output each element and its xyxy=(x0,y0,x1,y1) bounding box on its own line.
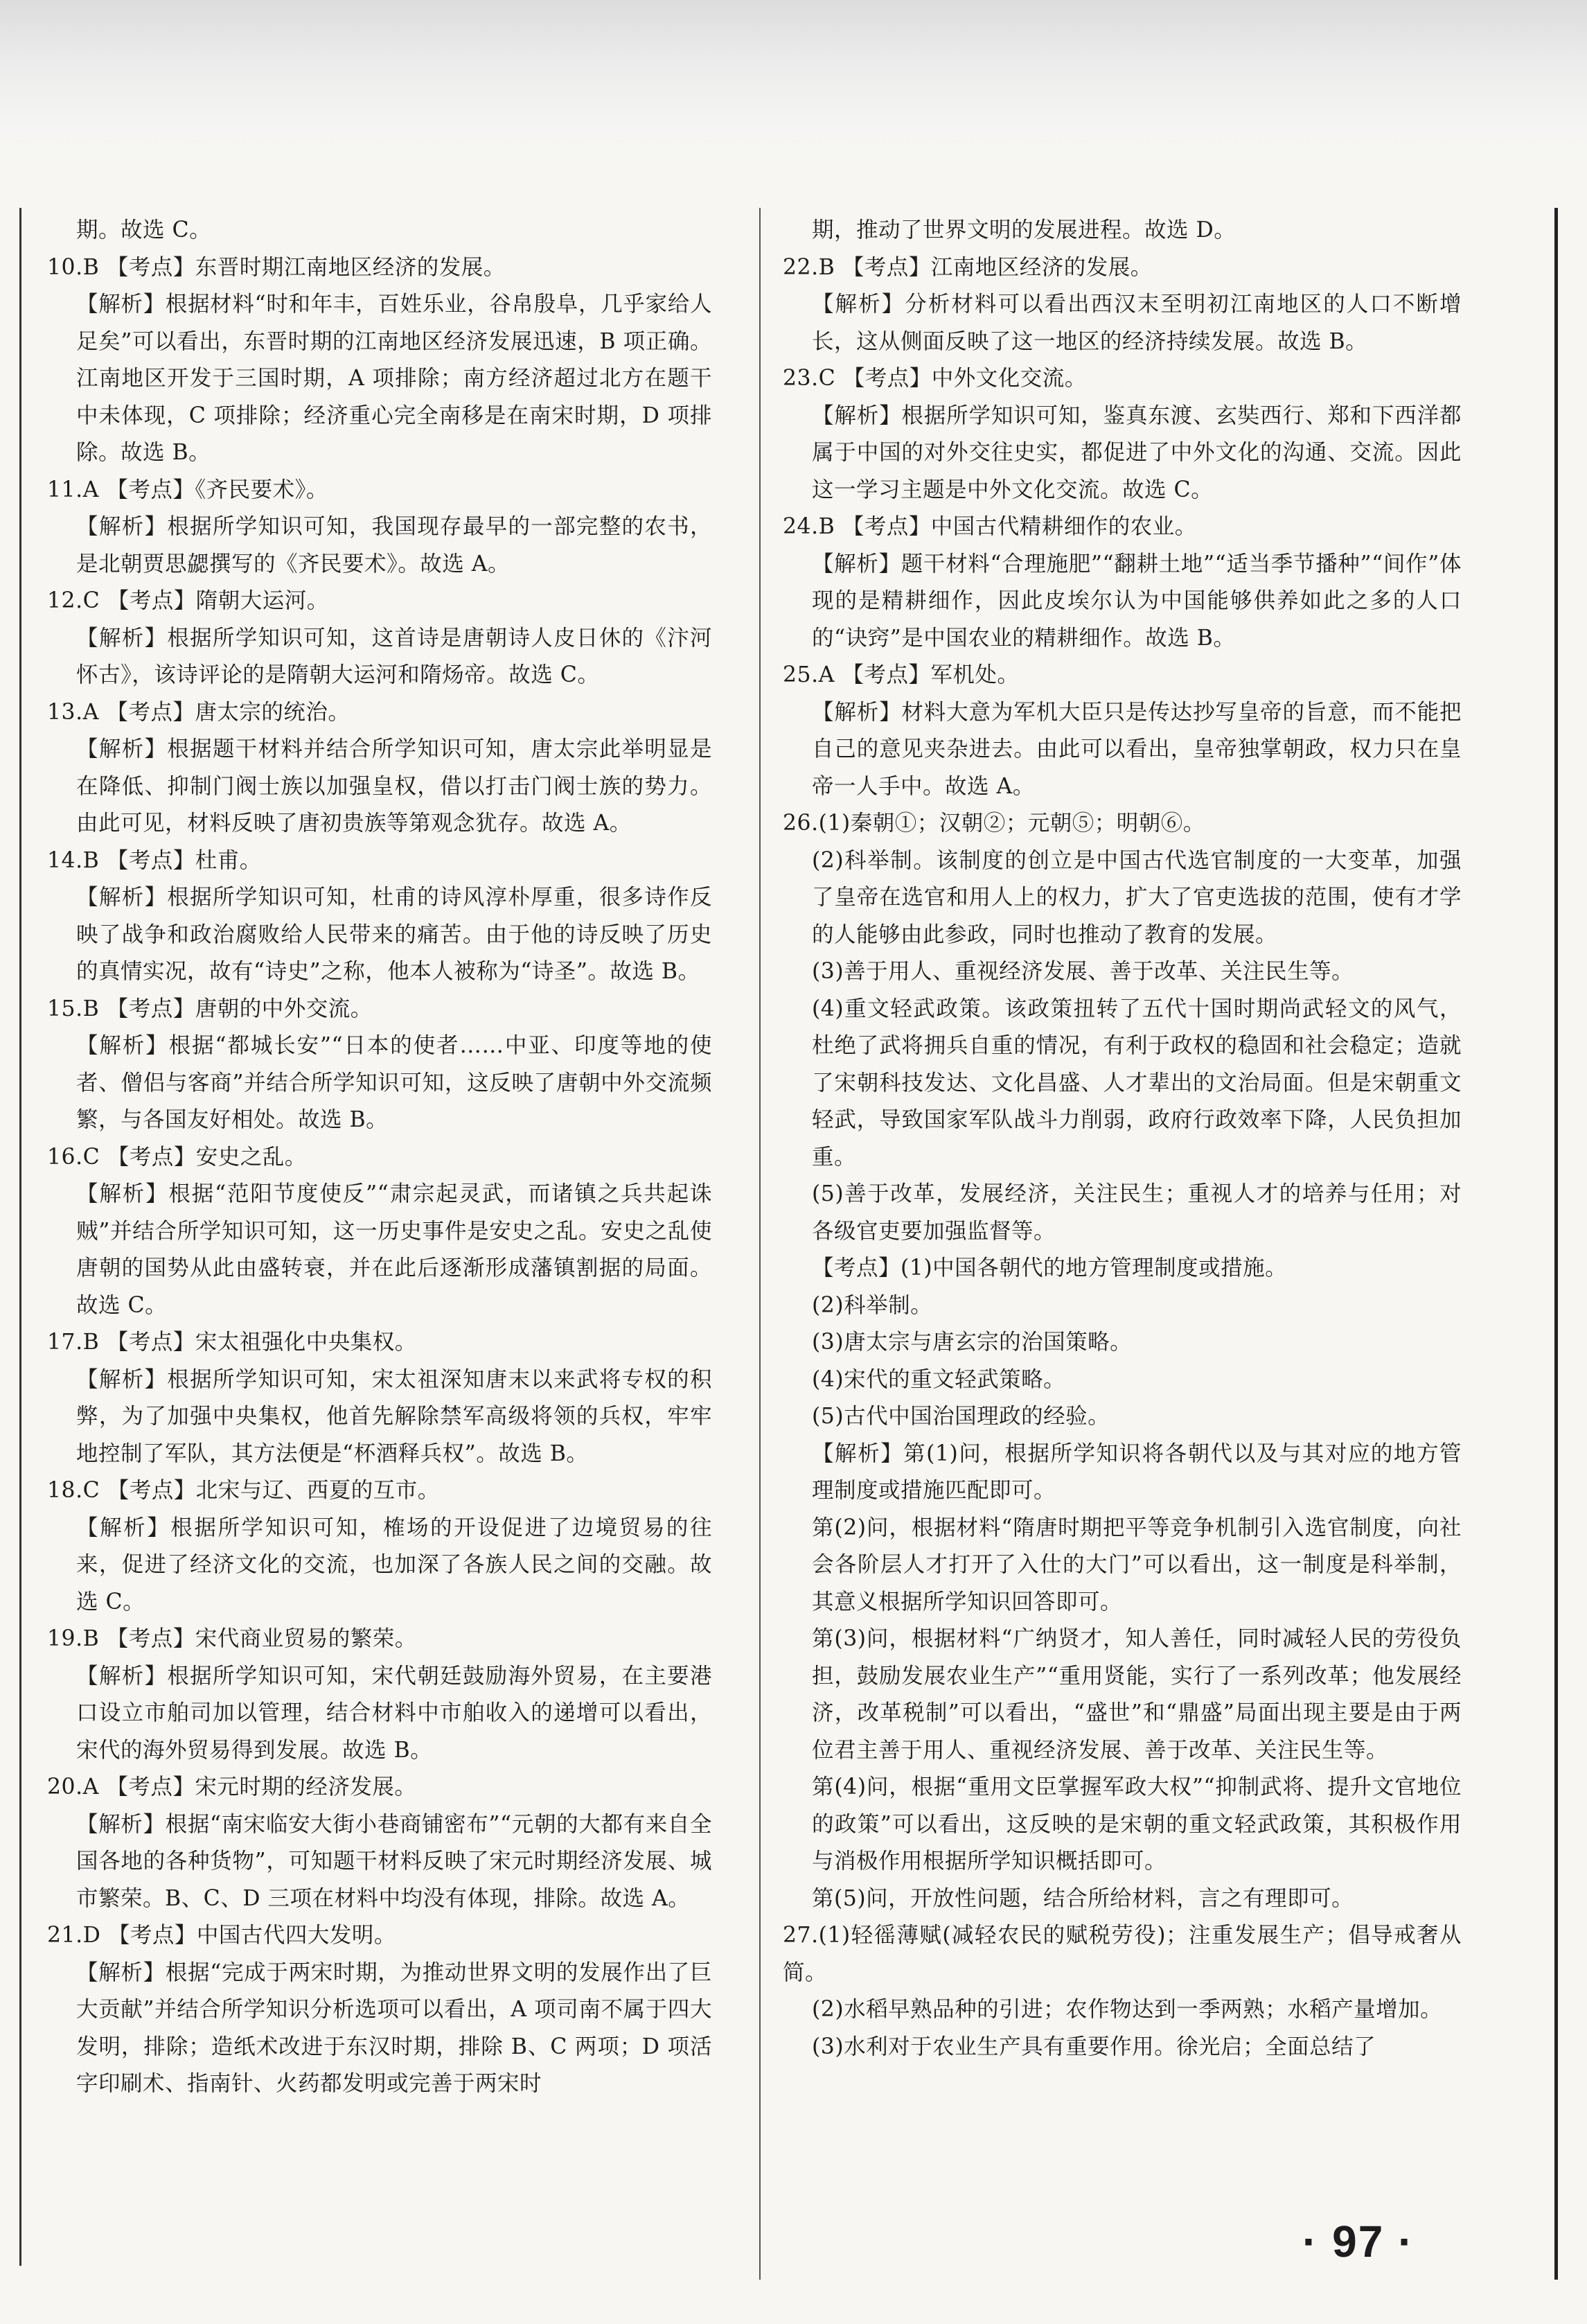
explanation-paragraph: 【解析】根据材料“时和年丰，百姓乐业，谷帛殷阜，几乎家给人足矣”可以看出，东晋时期的江南地区经济发展迅速，B 项正确。江南地区开发于三国时期，A 项排除；南方经济超过北方在题干中未体现，C 项排除；经济重心完全南移是在南宋时期，D 项排除。故选 B。 xyxy=(76,292,712,465)
answer-key-line: 21.D 【考点】中国古代四大发明。 xyxy=(47,1923,396,1948)
answer-key-line: 27.(1)轻徭薄赋(减轻农民的赋税劳役)；注重发展生产；倡导戒奢从简。 xyxy=(783,1923,1462,1985)
answer-key-line: 25.A 【考点】军机处。 xyxy=(783,662,1020,687)
explanation-paragraph: 第(4)问，根据“重用文臣掌握军政大权”“抑制武将、提升文官地位的政策”可以看出，这反映的是宋朝的重文轻武政策，其积极作用与消极作用根据所学知识概括即可。 xyxy=(812,1775,1462,1874)
explanation-paragraph: (2)科举制。该制度的创立是中国古代选官制度的一大变革，加强了皇帝在选官和用人上的权力，扩大了官吏选拔的范围，使有才学的人能够由此参政，同时也推动了教育的发展。 xyxy=(812,847,1462,947)
answer-key-line: 15.B 【考点】唐朝的中外交流。 xyxy=(47,996,373,1021)
explanation-paragraph: 【解析】根据题干材料并结合所学知识可知，唐太宗此举明显是在降低、抑制门阀士族以加强皇权，借以打击门阀士族的势力。由此可见，材料反映了唐初贵族等第观念犹存。故选 A。 xyxy=(76,737,712,836)
explanation-paragraph: 【解析】根据“都城长安”“日本的使者……中亚、印度等地的使者、僧侣与客商”并结合所学知识可知，这反映了唐朝中外交流频繁，与各国友好相处。故选 B。 xyxy=(76,1033,712,1132)
column-divider xyxy=(759,208,761,2280)
left-margin-rule xyxy=(19,208,21,2266)
explanation-paragraph: 【解析】根据所学知识可知，我国现存最早的一部完整的农书，是北朝贾思勰撰写的《齐民要术》。故选 A。 xyxy=(76,514,712,576)
explanation-paragraph: 期。故选 C。 xyxy=(76,218,212,243)
answer-key-line: 24.B 【考点】中国古代精耕细作的农业。 xyxy=(783,514,1197,539)
explanation-paragraph: (4)宋代的重文轻武策略。 xyxy=(812,1366,1066,1392)
right-column xyxy=(783,212,1462,2066)
explanation-paragraph: 【考点】(1)中国各朝代的地方管理制度或措施。 xyxy=(812,1256,1288,1280)
answer-key-line: 22.B 【考点】江南地区经济的发展。 xyxy=(783,254,1153,280)
answer-key-line: 11.A 【考点】《齐民要术》。 xyxy=(47,477,328,502)
answer-key-line: 26.(1)秦朝①；汉朝②；元朝⑤；明朝⑥。 xyxy=(783,811,1205,836)
answer-key-line: 13.A 【考点】唐太宗的统治。 xyxy=(47,699,351,725)
explanation-paragraph: (3)善于用人、重视经济发展、善于改革、关注民生等。 xyxy=(812,959,1354,984)
explanation-paragraph: 【解析】根据所学知识可知，宋太祖深知唐末以来武将专权的积弊，为了加强中央集权，他首先解除禁军高级将领的兵权，牢牢地控制了军队，其方法便是“杯酒释兵权”。故选 B。 xyxy=(76,1366,712,1466)
explanation-paragraph: 【解析】第(1)问，根据所学知识将各朝代以及与其对应的地方管理制度或措施匹配即可。 xyxy=(812,1441,1462,1503)
explanation-paragraph: 第(3)问，根据材料“广纳贤才，知人善任，同时减轻人民的劳役负担，鼓励发展农业生产”“重用贤能，实行了一系列改革；他发展经济，改革税制”可以看出，“盛世”和“鼎盛”局面出现主要是由于两位君主善于用人、重视经济发展、善于改革、关注民生等。 xyxy=(812,1626,1462,1763)
answer-key-line: 12.C 【考点】隋朝大运河。 xyxy=(47,588,329,613)
explanation-paragraph: 第(5)问，开放性问题，结合所给材料，言之有理即可。 xyxy=(812,1885,1354,1911)
explanation-paragraph: 【解析】根据所学知识可知，榷场的开设促进了边境贸易的往来，促进了经济文化的交流，也加深了各族人民之间的交融。故选 C。 xyxy=(76,1515,712,1614)
explanation-paragraph: (3)唐太宗与唐玄宗的治国策略。 xyxy=(812,1330,1133,1355)
explanation-paragraph: (5)善于改革，发展经济，关注民生；重视人才的培养与任用；对各级官吏要加强监督等。 xyxy=(812,1181,1462,1244)
answer-key-line: 20.A 【考点】宋元时期的经济发展。 xyxy=(47,1775,417,1799)
explanation-paragraph: 期，推动了世界文明的发展进程。故选 D。 xyxy=(812,218,1236,243)
explanation-paragraph: 【解析】根据所学知识可知，鉴真东渡、玄奘西行、郑和下西洋都属于中国的对外交往史实，都促进了中外文化的沟通、交流。因此这一学习主题是中外文化交流。故选 C。 xyxy=(812,403,1462,502)
explanation-paragraph: (2)水稻早熟品种的引进；农作物达到一季两熟；水稻产量增加。 xyxy=(812,1997,1443,2022)
explanation-paragraph: (2)科举制。 xyxy=(812,1292,933,1318)
explanation-paragraph: 【解析】根据“完成于两宋时期，为推动世界文明的发展作出了巨大贡献”并结合所学知识分析选项可以看出，A 项司南不属于四大发明，排除；造纸术改进于东汉时期，排除 B、C 两项；D 项活字印刷术、指南针、火药都发明或完善于两宋时 xyxy=(76,1960,712,2096)
explanation-paragraph: 【解析】根据所学知识可知，杜甫的诗风淳朴厚重，很多诗作反映了战争和政治腐败给人民带来的痛苦。由于他的诗反映了历史的真情实况，故有“诗史”之称，他本人被称为“诗圣”。故选 B。 xyxy=(76,885,712,984)
page-number: · 97 · xyxy=(1302,2217,1415,2266)
explanation-paragraph: 【解析】根据“南宋临安大街小巷商铺密布”“元朝的大都有来自全国各地的各种货物”，可知题干材料反映了宋元时期经济发展、城市繁荣。B、C、D 三项在材料中均没有体现，排除。故选 A。 xyxy=(76,1811,712,1911)
explanation-paragraph: (4)重文轻武政策。该政策扭转了五代十国时期尚武轻文的风气，杜绝了武将拥兵自重的情况，有利于政权的稳固和社会稳定；造就了宋朝科技发达、文化昌盛、人才辈出的文治局面。但是宋朝重文轻武，导致国家军队战斗力削弱，政府行政效率下降，人民负担加重。 xyxy=(812,996,1462,1170)
scan-shadow xyxy=(0,0,1587,166)
right-margin-rule xyxy=(1554,208,1558,2280)
explanation-paragraph: 【解析】题干材料“合理施肥”“翻耕土地”“适当季节播种”“间作”体现的是精耕细作，因此皮埃尔认为中国能够供养如此之多的人口的“诀窍”是中国农业的精耕细作。故选 B。 xyxy=(812,551,1462,651)
answer-key-line: 16.C 【考点】安史之乱。 xyxy=(47,1144,307,1170)
explanation-paragraph: 【解析】根据所学知识可知，这首诗是唐朝诗人皮日休的《汴河怀古》，该诗评论的是隋朝大运河和隋炀帝。故选 C。 xyxy=(76,625,712,687)
answer-key-line: 14.B 【考点】杜甫。 xyxy=(47,847,262,873)
explanation-paragraph: (3)水利对于农业生产具有重要作用。徐光启；全面总结了 xyxy=(812,2034,1376,2059)
explanation-paragraph: 第(2)问，根据材料“隋唐时期把平等竞争机制引入选官制度，向社会各阶层人才打开了入仕的大门”可以看出，这一制度是科举制，其意义根据所学知识回答即可。 xyxy=(812,1515,1462,1614)
left-column xyxy=(47,212,712,2103)
explanation-paragraph: 【解析】分析材料可以看出西汉末至明初江南地区的人口不断增长，这从侧面反映了这一地区的经济持续发展。故选 B。 xyxy=(812,292,1462,354)
explanation-paragraph: 【解析】材料大意为军机大臣只是传达抄写皇帝的旨意，而不能把自己的意见夹杂进去。由此可以看出，皇帝独掌朝政，权力只在皇帝一人手中。故选 A。 xyxy=(812,699,1462,799)
explanation-paragraph: 【解析】根据“范阳节度使反”“肃宗起灵武，而诸镇之兵共起诛贼”并结合所学知识可知，这一历史事件是安史之乱。安史之乱使唐朝的国势从此由盛转衰，并在此后逐渐形成藩镇割据的局面。故选 C。 xyxy=(76,1181,712,1318)
answer-key-line: 17.B 【考点】宋太祖强化中央集权。 xyxy=(47,1330,417,1355)
explanation-paragraph: 【解析】根据所学知识可知，宋代朝廷鼓励海外贸易，在主要港口设立市舶司加以管理，结合材料中市舶收入的递增可以看出，宋代的海外贸易得到发展。故选 B。 xyxy=(76,1663,712,1763)
explanation-paragraph: (5)古代中国治国理政的经验。 xyxy=(812,1404,1110,1429)
answer-key-line: 18.C 【考点】北宋与辽、西夏的互市。 xyxy=(47,1478,440,1503)
answer-key-line: 23.C 【考点】中外文化交流。 xyxy=(783,366,1087,391)
answer-key-line: 19.B 【考点】宋代商业贸易的繁荣。 xyxy=(47,1626,417,1651)
answer-key-line: 10.B 【考点】东晋时期江南地区经济的发展。 xyxy=(47,254,506,280)
